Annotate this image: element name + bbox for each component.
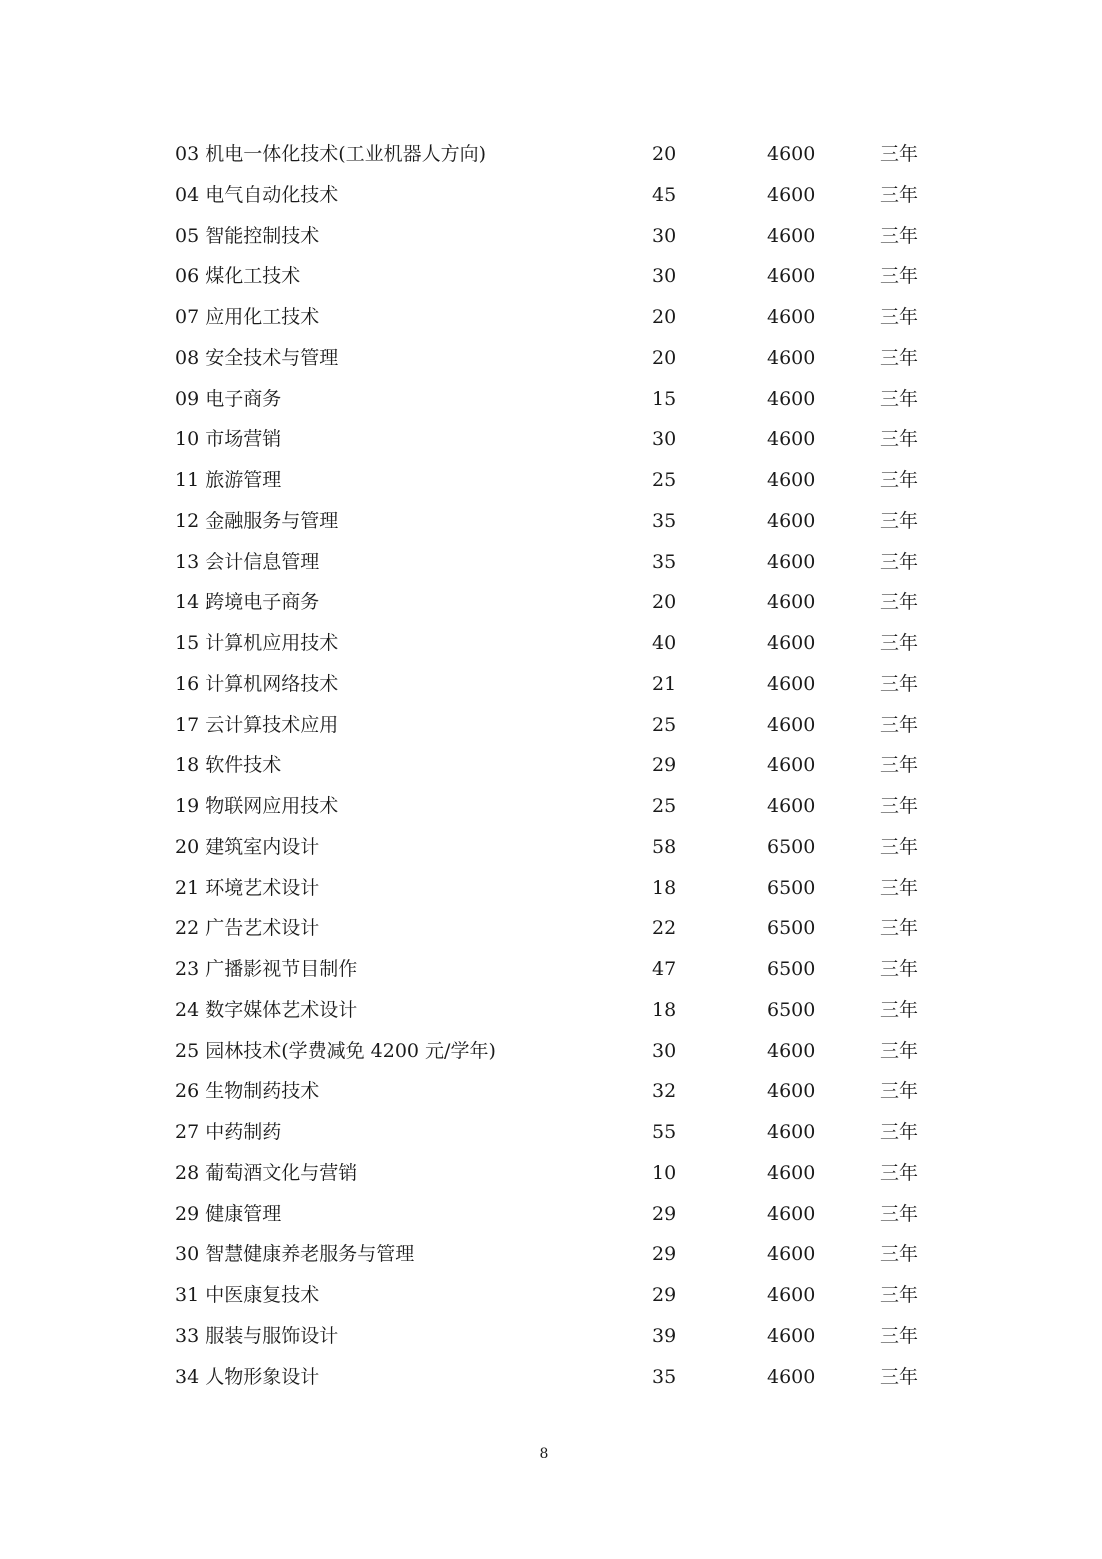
duration: 三年 xyxy=(880,550,919,573)
tuition-fee: 4600 xyxy=(767,1284,816,1306)
program-name: 30 智慧健康养老服务与管理 xyxy=(175,1243,415,1266)
tuition-fee: 4600 xyxy=(767,1324,816,1347)
program-name: 11 旅游管理 xyxy=(175,469,282,491)
enrollment-quota: 58 xyxy=(652,835,677,858)
tuition-fee: 4600 xyxy=(767,1202,816,1225)
tuition-fee: 6500 xyxy=(767,958,816,980)
duration: 三年 xyxy=(880,1161,919,1184)
tuition-fee: 4600 xyxy=(767,387,816,410)
program-name: 33 服装与服饰设计 xyxy=(175,1324,339,1347)
enrollment-quota: 35 xyxy=(652,1365,677,1388)
duration: 三年 xyxy=(880,1121,919,1143)
program-name: 13 会计信息管理 xyxy=(175,550,320,573)
table-row xyxy=(0,419,1102,460)
table-row xyxy=(0,745,1102,786)
enrollment-quota: 25 xyxy=(652,795,677,817)
table-row xyxy=(0,1275,1102,1316)
enrollment-quota: 29 xyxy=(652,1284,677,1306)
duration: 三年 xyxy=(880,143,919,165)
table-row xyxy=(0,1031,1102,1072)
duration: 三年 xyxy=(880,306,919,328)
table-row xyxy=(0,501,1102,542)
tuition-fee: 4600 xyxy=(767,143,816,165)
table-row xyxy=(0,134,1102,175)
table-row xyxy=(0,949,1102,990)
enrollment-quota: 10 xyxy=(652,1161,677,1184)
duration: 三年 xyxy=(880,1365,919,1388)
program-name: 26 生物制药技术 xyxy=(175,1080,320,1103)
duration: 三年 xyxy=(880,346,919,369)
program-name: 15 计算机应用技术 xyxy=(175,632,339,654)
table-row xyxy=(0,460,1102,501)
program-name: 17 云计算技术应用 xyxy=(175,713,339,736)
enrollment-quota: 55 xyxy=(652,1121,677,1143)
table-row xyxy=(0,1071,1102,1112)
enrollment-quota: 22 xyxy=(652,917,677,940)
tuition-fee: 4600 xyxy=(767,346,816,369)
duration: 三年 xyxy=(880,1080,919,1103)
enrollment-quota: 30 xyxy=(652,224,677,247)
program-name: 03 机电一体化技术(工业机器人方向) xyxy=(175,143,487,165)
program-name: 05 智能控制技术 xyxy=(175,224,320,247)
tuition-fee: 4600 xyxy=(767,550,816,573)
tuition-fee: 4600 xyxy=(767,428,816,451)
program-name: 12 金融服务与管理 xyxy=(175,509,339,532)
table-row xyxy=(0,1357,1102,1398)
enrollment-quota: 45 xyxy=(652,183,677,206)
tuition-fee: 4600 xyxy=(767,1080,816,1103)
table-row xyxy=(0,990,1102,1031)
duration: 三年 xyxy=(880,958,919,980)
table-row xyxy=(0,786,1102,827)
enrollment-quota: 40 xyxy=(652,632,677,654)
enrollment-quota: 20 xyxy=(652,143,677,165)
program-name: 10 市场营销 xyxy=(175,428,282,451)
duration: 三年 xyxy=(880,1243,919,1266)
enrollment-quota: 18 xyxy=(652,998,677,1021)
enrollment-quota: 32 xyxy=(652,1080,677,1103)
program-name: 27 中药制药 xyxy=(175,1121,282,1143)
program-name: 34 人物形象设计 xyxy=(175,1365,320,1388)
tuition-fee: 4600 xyxy=(767,1039,816,1062)
duration: 三年 xyxy=(880,876,919,899)
duration: 三年 xyxy=(880,1039,919,1062)
tuition-fee: 4600 xyxy=(767,1243,816,1266)
program-name: 04 电气自动化技术 xyxy=(175,183,339,206)
program-name: 28 葡萄酒文化与营销 xyxy=(175,1161,358,1184)
table-row xyxy=(0,664,1102,705)
duration: 三年 xyxy=(880,917,919,940)
enrollment-quota: 29 xyxy=(652,1243,677,1266)
duration: 三年 xyxy=(880,835,919,858)
tuition-fee: 4600 xyxy=(767,754,816,777)
program-name: 31 中医康复技术 xyxy=(175,1284,320,1306)
program-name: 23 广播影视节目制作 xyxy=(175,958,358,980)
tuition-fee: 4600 xyxy=(767,265,816,288)
duration: 三年 xyxy=(880,591,919,614)
table-row xyxy=(0,216,1102,257)
table-row xyxy=(0,582,1102,623)
table-row xyxy=(0,1316,1102,1357)
enrollment-quota: 20 xyxy=(652,306,677,328)
tuition-fee: 4600 xyxy=(767,713,816,736)
program-name: 22 广告艺术设计 xyxy=(175,917,320,940)
enrollment-quota: 21 xyxy=(652,672,677,695)
enrollment-table xyxy=(0,134,1102,1397)
tuition-fee: 4600 xyxy=(767,1365,816,1388)
table-row xyxy=(0,175,1102,216)
tuition-fee: 4600 xyxy=(767,632,816,654)
table-row xyxy=(0,623,1102,664)
tuition-fee: 6500 xyxy=(767,998,816,1021)
enrollment-quota: 29 xyxy=(652,1202,677,1225)
duration: 三年 xyxy=(880,509,919,532)
table-row xyxy=(0,827,1102,868)
program-name: 08 安全技术与管理 xyxy=(175,346,339,369)
duration: 三年 xyxy=(880,632,919,654)
enrollment-quota: 25 xyxy=(652,713,677,736)
duration: 三年 xyxy=(880,1324,919,1347)
table-row xyxy=(0,1234,1102,1275)
duration: 三年 xyxy=(880,795,919,817)
table-row xyxy=(0,256,1102,297)
enrollment-quota: 30 xyxy=(652,265,677,288)
tuition-fee: 4600 xyxy=(767,469,816,491)
tuition-fee: 6500 xyxy=(767,917,816,940)
duration: 三年 xyxy=(880,265,919,288)
enrollment-quota: 30 xyxy=(652,428,677,451)
duration: 三年 xyxy=(880,224,919,247)
table-row xyxy=(0,868,1102,909)
duration: 三年 xyxy=(880,183,919,206)
enrollment-quota: 18 xyxy=(652,876,677,899)
program-name: 21 环境艺术设计 xyxy=(175,876,320,899)
enrollment-quota: 20 xyxy=(652,346,677,369)
program-name: 16 计算机网络技术 xyxy=(175,672,339,695)
enrollment-quota: 30 xyxy=(652,1039,677,1062)
enrollment-quota: 47 xyxy=(652,958,677,980)
duration: 三年 xyxy=(880,754,919,777)
duration: 三年 xyxy=(880,469,919,491)
duration: 三年 xyxy=(880,387,919,410)
program-name: 06 煤化工技术 xyxy=(175,265,301,288)
table-row xyxy=(0,1153,1102,1194)
tuition-fee: 4600 xyxy=(767,591,816,614)
enrollment-quota: 35 xyxy=(652,509,677,532)
table-row xyxy=(0,542,1102,583)
table-row xyxy=(0,338,1102,379)
program-name: 20 建筑室内设计 xyxy=(175,835,320,858)
program-name: 09 电子商务 xyxy=(175,387,282,410)
duration: 三年 xyxy=(880,428,919,451)
table-row xyxy=(0,1112,1102,1153)
tuition-fee: 4600 xyxy=(767,672,816,695)
enrollment-quota: 20 xyxy=(652,591,677,614)
program-name: 25 园林技术(学费减免 4200 元/学年) xyxy=(175,1039,496,1062)
table-row xyxy=(0,379,1102,420)
table-row xyxy=(0,297,1102,338)
enrollment-quota: 39 xyxy=(652,1324,677,1347)
duration: 三年 xyxy=(880,713,919,736)
enrollment-quota: 25 xyxy=(652,469,677,491)
enrollment-quota: 35 xyxy=(652,550,677,573)
tuition-fee: 4600 xyxy=(767,183,816,206)
duration: 三年 xyxy=(880,1202,919,1225)
duration: 三年 xyxy=(880,1284,919,1306)
tuition-fee: 4600 xyxy=(767,1121,816,1143)
enrollment-quota: 15 xyxy=(652,387,677,410)
program-name: 18 软件技术 xyxy=(175,754,282,777)
tuition-fee: 4600 xyxy=(767,1161,816,1184)
table-row xyxy=(0,1194,1102,1235)
tuition-fee: 6500 xyxy=(767,876,816,899)
tuition-fee: 4600 xyxy=(767,224,816,247)
program-name: 07 应用化工技术 xyxy=(175,306,320,328)
enrollment-quota: 29 xyxy=(652,754,677,777)
program-name: 29 健康管理 xyxy=(175,1202,282,1225)
program-name: 24 数字媒体艺术设计 xyxy=(175,998,358,1021)
tuition-fee: 6500 xyxy=(767,835,816,858)
page-number: 8 xyxy=(539,1446,549,1462)
duration: 三年 xyxy=(880,672,919,695)
program-name: 14 跨境电子商务 xyxy=(175,591,320,614)
table-row xyxy=(0,908,1102,949)
tuition-fee: 4600 xyxy=(767,795,816,817)
tuition-fee: 4600 xyxy=(767,509,816,532)
table-row xyxy=(0,705,1102,746)
tuition-fee: 4600 xyxy=(767,306,816,328)
duration: 三年 xyxy=(880,998,919,1021)
program-name: 19 物联网应用技术 xyxy=(175,795,339,817)
